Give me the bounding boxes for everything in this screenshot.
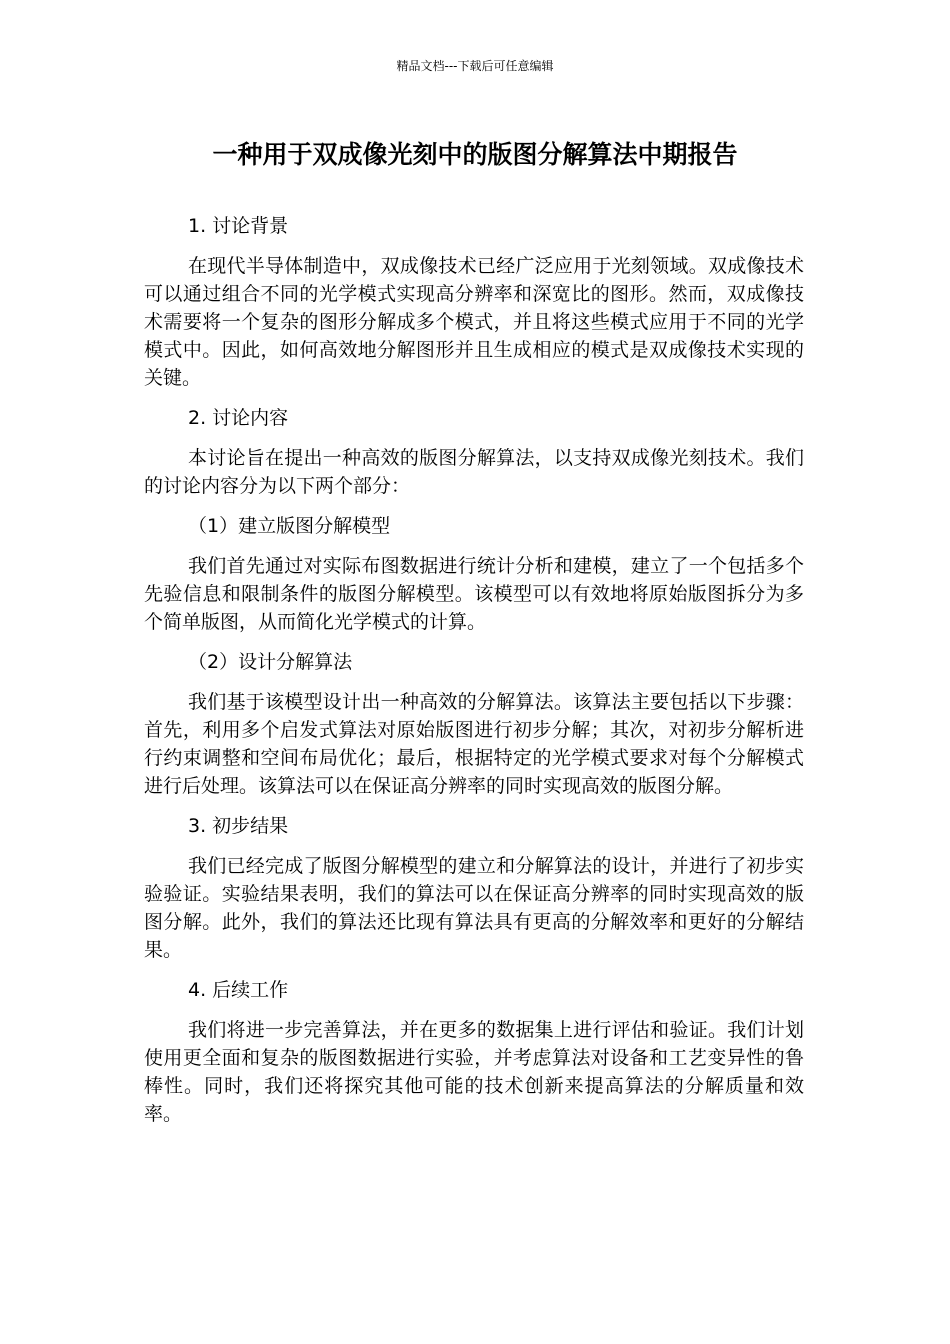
section-results	[144, 812, 804, 964]
section-content	[144, 404, 804, 800]
section-paragraph: 本讨论旨在提出一种高效的版图分解算法，以支持双成像光刻技术。我们的讨论内容分为以下两个部分：	[144, 447, 804, 497]
section-heading: 3. 初步结果	[188, 815, 289, 837]
subsection-paragraph: 我们基于该模型设计出一种高效的分解算法。该算法主要包括以下步骤：首先，利用多个启发式算法对原始版图进行初步分解；其次，对初步分解析进行约束调整和空间布局优化；最后，根据特定的光学模式要求对每个分解模式进行后处理。该算法可以在保证高分辨率的同时实现高效的版图分解。	[144, 691, 804, 797]
subsection-heading: （1）建立版图分解模型	[188, 515, 391, 537]
section-paragraph: 我们已经完成了版图分解模型的建立和分解算法的设计，并进行了初步实验验证。实验结果表明，我们的算法可以在保证高分辨率的同时实现高效的版图分解。此外，我们的算法还比现有算法具有更高的分解效率和更好的分解结果。	[144, 855, 804, 961]
subsection-paragraph: 我们首先通过对实际布图数据进行统计分析和建模，建立了一个包括多个先验信息和限制条件的版图分解模型。该模型可以有效地将原始版图拆分为多个简单版图，从而简化光学模式的计算。	[144, 555, 804, 633]
section-background	[144, 212, 804, 392]
section-future-work	[144, 976, 804, 1128]
section-heading: 2. 讨论内容	[188, 407, 289, 429]
section-paragraph: 在现代半导体制造中，双成像技术已经广泛应用于光刻领域。双成像技术可以通过组合不同的光学模式实现高分辨率和深宽比的图形。然而，双成像技术需要将一个复杂的图形分解成多个模式，并且将这些模式应用于不同的光学模式中。因此，如何高效地分解图形并且生成相应的模式是双成像技术实现的关键。	[144, 255, 804, 389]
page-header: 精品文档---下载后可任意编辑	[396, 59, 554, 73]
document-body	[144, 212, 804, 1140]
section-heading: 1. 讨论背景	[188, 215, 289, 237]
section-paragraph: 我们将进一步完善算法，并在更多的数据集上进行评估和验证。我们计划使用更全面和复杂的版图数据进行实验，并考虑算法对设备和工艺变异性的鲁棒性。同时，我们还将探究其他可能的技术创新来提高算法的分解质量和效率。	[144, 1019, 804, 1125]
document-title: 一种用于双成像光刻中的版图分解算法中期报告	[212, 140, 738, 169]
subsection-heading: （2）设计分解算法	[188, 651, 353, 673]
section-heading: 4. 后续工作	[188, 979, 289, 1001]
